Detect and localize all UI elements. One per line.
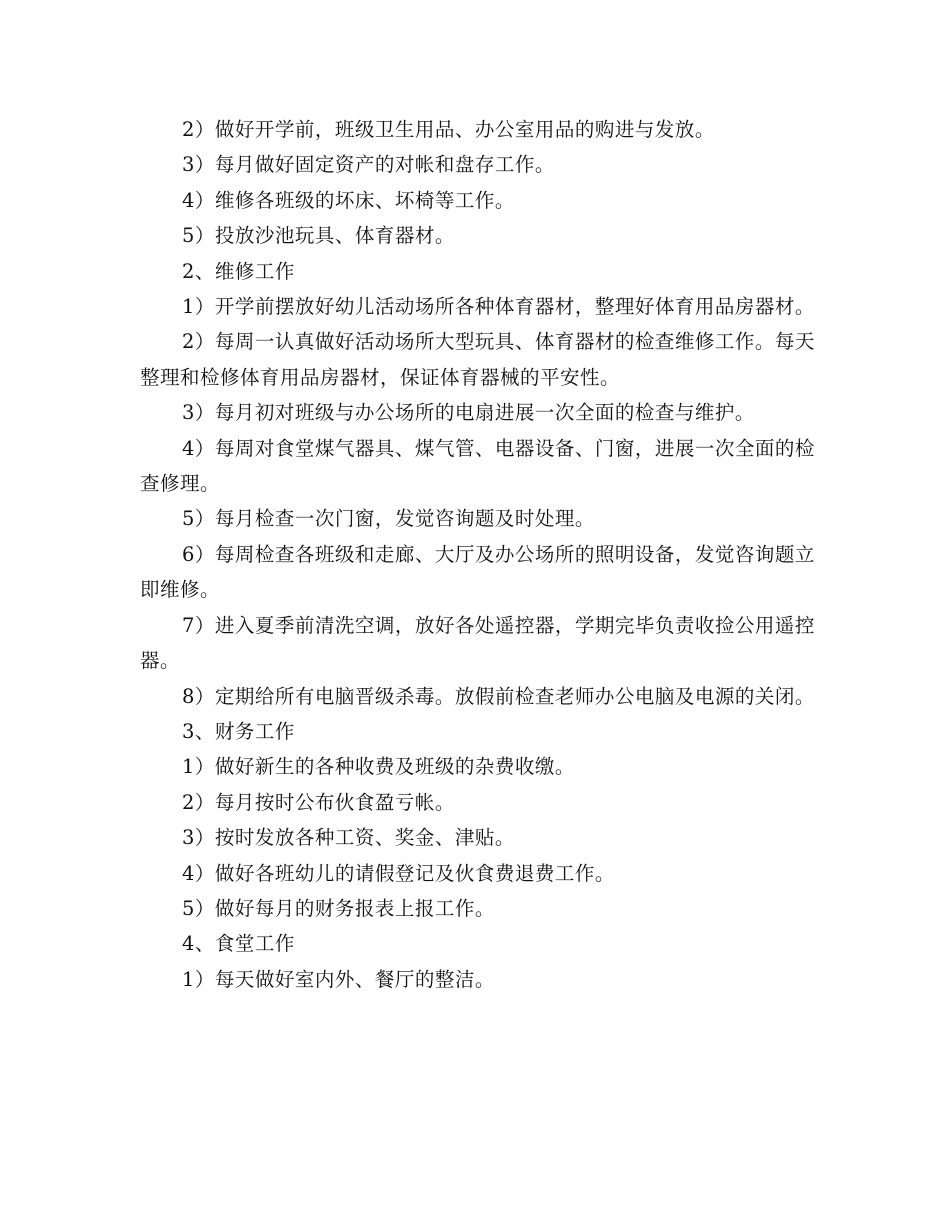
section-heading-maintenance: 2、维修工作 [182, 259, 295, 283]
paragraph-finance-4: 4）做好各班幼儿的请假登记及伙食费退费工作。 [182, 861, 615, 885]
paragraph-maintenance-1: 1）开学前摆放好幼儿活动场所各种体育器材，整理好体育用品房器材。 [182, 295, 815, 319]
paragraph-maintenance-8: 8）定期给所有电脑晋级杀毒。放假前检查老师办公电脑及电源的关闭。 [182, 684, 815, 708]
paragraph-maintenance-3: 3）每月初对班级与办公场所的电扇进展一次全面的检查与维护。 [182, 401, 755, 425]
paragraph-item-2-purchase: 2）做好开学前，班级卫生用品、办公室用品的购进与发放。 [182, 118, 715, 141]
paragraph-item-5-sandpit: 5）投放沙池玩具、体育器材。 [182, 224, 455, 248]
paragraph-maintenance-2: 2）每周一认真做好活动场所大型玩具、体育器材的检查维修工作。每天整理和检修体育用品房器材，保证体育器械的平安性。 [140, 330, 815, 389]
paragraph-maintenance-5: 5）每月检查一次门窗，发觉咨询题及时处理。 [182, 507, 595, 531]
paragraph-item-3-assets: 3）每月做好固定资产的对帐和盘存工作。 [182, 153, 555, 177]
document-body [140, 112, 820, 997]
section-heading-canteen: 4、食堂工作 [182, 932, 295, 956]
paragraph-finance-1: 1）做好新生的各种收费及班级的杂费收缴。 [182, 755, 575, 779]
paragraph-canteen-1: 1）每天做好室内外、餐厅的整洁。 [182, 967, 495, 991]
paragraph-finance-3: 3）按时发放各种工资、奖金、津贴。 [182, 826, 515, 850]
paragraph-finance-5: 5）做好每月的财务报表上报工作。 [182, 896, 495, 920]
paragraph-maintenance-6: 6）每周检查各班级和走廊、大厅及办公场所的照明设备，发觉咨询题立即维修。 [140, 542, 815, 602]
paragraph-item-4-repair-furniture: 4）维修各班级的坏床、坏椅等工作。 [182, 188, 515, 212]
paragraph-maintenance-7: 7）进入夏季前清洗空调，放好各处遥控器，学期完毕负责收捡公用遥控器。 [140, 613, 815, 673]
paragraph-finance-2: 2）每月按时公布伙食盈亏帐。 [182, 790, 455, 814]
paragraph-maintenance-4: 4）每周对食堂煤气器具、煤气管、电器设备、门窗，进展一次全面的检查修理。 [140, 436, 815, 496]
section-heading-finance: 3、财务工作 [182, 719, 295, 743]
